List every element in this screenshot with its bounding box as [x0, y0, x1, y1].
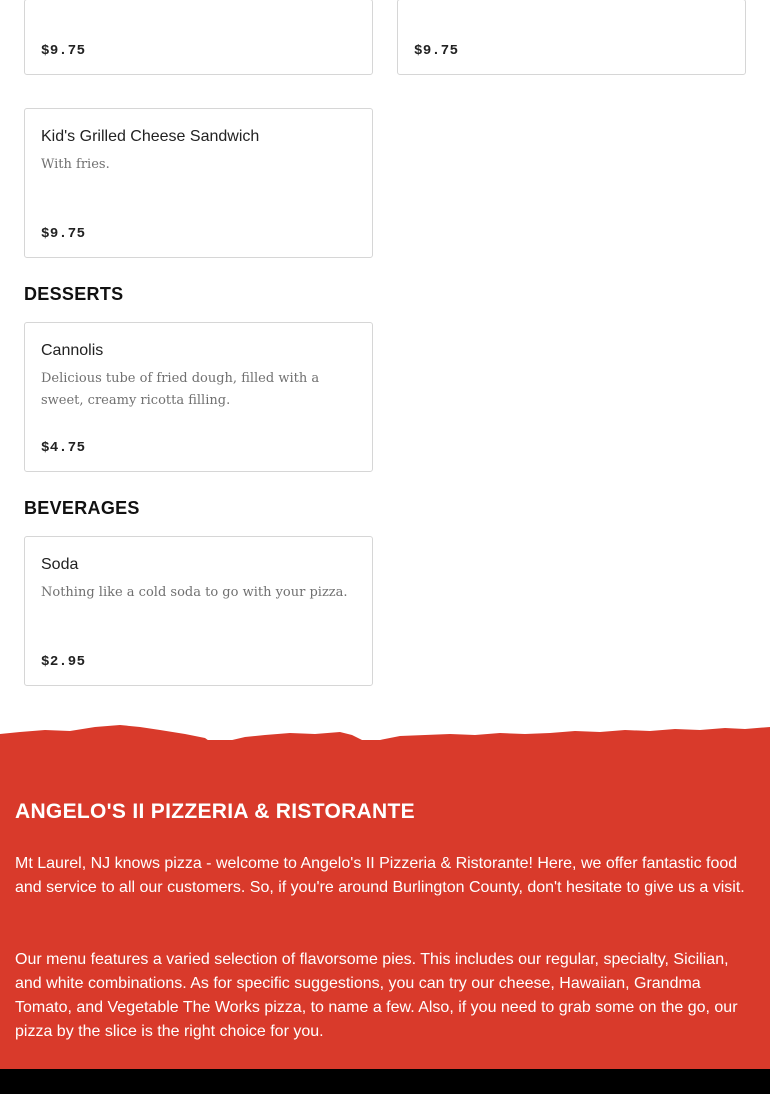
item-name: Kid's Grilled Cheese Sandwich	[41, 128, 260, 145]
item-price: $9.75	[41, 226, 86, 242]
menu-item-card[interactable]	[397, 0, 746, 75]
menu-item-card[interactable]	[24, 108, 373, 258]
menu-item-card[interactable]	[24, 0, 373, 75]
section-title-beverages: BEVERAGES	[24, 498, 140, 518]
footer-title: ANGELO'S II PIZZERIA & RISTORANTE	[15, 800, 415, 823]
footer	[0, 740, 770, 1070]
item-price: $9.75	[414, 43, 459, 59]
item-price: $9.75	[41, 43, 86, 59]
item-price: $4.75	[41, 440, 86, 456]
item-description: Delicious tube of fried dough, filled with a sweet, creamy ricotta filling.	[41, 371, 320, 408]
item-name: Cannolis	[41, 342, 104, 359]
footer-paragraph-intro: Mt Laurel, NJ knows pizza - welcome to Angelo's II Pizzeria & Ristorante! Here, we offer fantastic food and service to all our customers. So, if you're around Burlington County, don't hesitate to give us a visit.	[15, 855, 745, 896]
item-price: $2.95	[41, 654, 86, 670]
section-title-desserts: DESSERTS	[24, 284, 124, 304]
bottom-bar	[0, 1069, 770, 1094]
item-name: Soda	[41, 556, 79, 573]
menu-item-card[interactable]	[24, 322, 373, 472]
item-description: Nothing like a cold soda to go with your pizza.	[41, 585, 348, 600]
menu-item-card[interactable]	[24, 536, 373, 686]
footer-paragraph-menu: Our menu features a varied selection of flavorsome pies. This includes our regular, specialty, Sicilian, and white combinations. As for specific suggestions, you can try our cheese, Hawaiian, Grandma Tomato, and Vegetable The Works pizza, to name a few. Also, if you need to grab some on the go, our pizza by the slice is the right choice for you.	[15, 951, 738, 1040]
item-description: With fries.	[41, 157, 110, 172]
